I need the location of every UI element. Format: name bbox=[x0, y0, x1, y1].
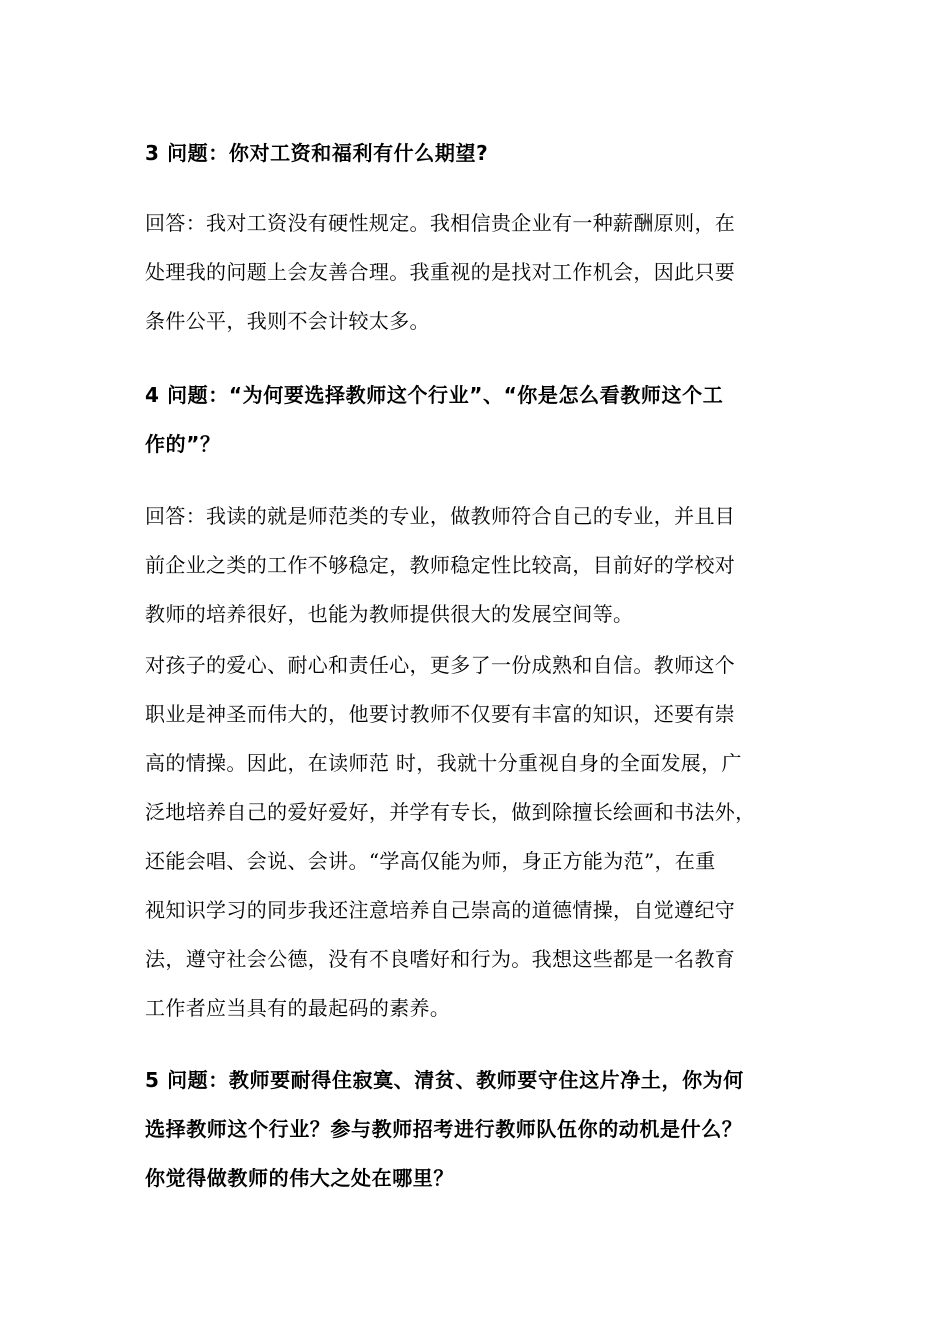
answer-4-line-7: 泛地培养自己的爱好爱好，并学有专长，做到除擅长绘画和书法外， bbox=[145, 800, 756, 824]
answer-4-line-4: 对孩子的爱心、耐心和责任心，更多了一份成熟和自信。教师这个 bbox=[145, 653, 736, 677]
question-5-line-2: 选择教师这个行业？参与教师招考进行教师队伍你的动机是什么？ bbox=[145, 1117, 743, 1141]
answer-4-line-1: 回答：我读的就是师范类的专业，做教师符合自己的专业，并且目 bbox=[145, 504, 736, 528]
question-5-line-1: 5 问题：教师要耐得住寂寞、清贫、教师要守住这片净土，你为何 bbox=[145, 1068, 744, 1092]
answer-3-line-1: 回答：我对工资没有硬性规定。我相信贵企业有一种薪酬原则，在 bbox=[145, 211, 736, 235]
question-3-line-1: 3 问题：你对工资和福利有什么期望? bbox=[145, 141, 489, 165]
question-5-line-3: 你觉得做教师的伟大之处在哪里？ bbox=[145, 1166, 454, 1190]
answer-4-line-3: 教师的培养很好，也能为教师提供很大的发展空间等。 bbox=[145, 602, 634, 626]
answer-4-line-11: 工作者应当具有的最起码的素养。 bbox=[145, 996, 451, 1020]
answer-4-line-10: 法，遵守社会公德，没有不良嗜好和行为。我想这些都是一名教育 bbox=[145, 947, 736, 971]
answer-4-line-2: 前企业之类的工作不够稳定，教师稳定性比较高，目前好的学校对 bbox=[145, 553, 736, 577]
question-4-line-1: 4 问题：“为何要选择教师这个行业”、“你是怎么看教师这个工 bbox=[145, 383, 724, 407]
question-4-line-2: 作的”？ bbox=[145, 432, 221, 456]
answer-3-line-2: 处理我的问题上会友善合理。我重视的是找对工作机会，因此只要 bbox=[145, 260, 736, 284]
answer-4-line-9: 视知识学习的同步我还注意培养自己崇高的道德情操，自觉遵纪守 bbox=[145, 898, 736, 922]
answer-4-line-8: 还能会唱、会说、会讲。“学高仅能为师，身正方能为范”，在重 bbox=[145, 849, 716, 873]
answer-3-line-3: 条件公平，我则不会计较太多。 bbox=[145, 309, 430, 333]
answer-4-line-5: 职业是神圣而伟大的，他要讨教师不仅要有丰富的知识，还要有崇 bbox=[145, 702, 736, 726]
answer-4-line-6: 高的情操。因此，在读师范 时，我就十分重视自身的全面发展，广 bbox=[145, 751, 742, 775]
